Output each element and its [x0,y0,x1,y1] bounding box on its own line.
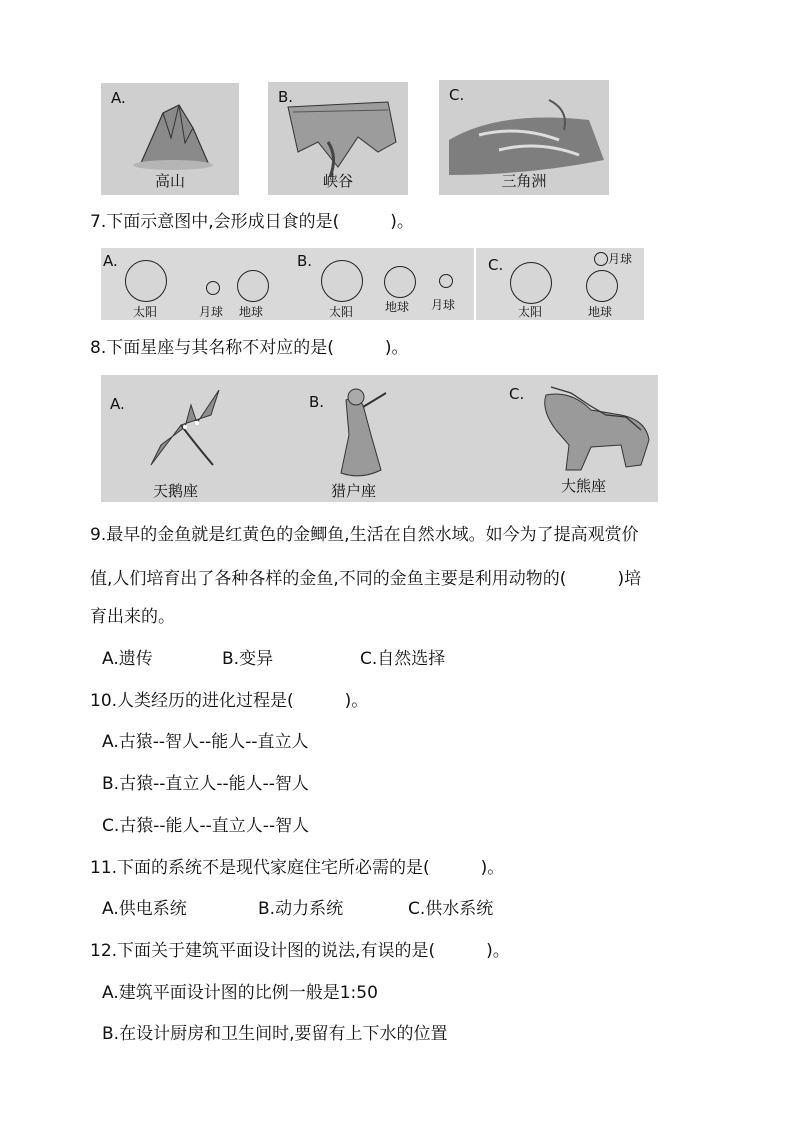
q10-option-b[interactable]: B.古猿--直立人--能人--智人 [102,774,309,794]
image-caption: 峡谷 [322,172,353,190]
q12-option-b[interactable]: B.在设计厨房和卫生间时,要留有上下水的位置 [102,1024,448,1044]
sun-circle [510,262,552,304]
sun-label: 太阳 [329,305,354,319]
moon-circle [594,252,608,266]
sun-label: 太阳 [133,305,158,319]
earth-circle [237,270,269,302]
option-letter: A. [111,89,126,107]
question-8: 8.下面星座与其名称不对应的是( )。 [90,338,409,358]
option-letter: A. [103,252,118,270]
question-9-line-3: 育出来的。 [90,607,175,627]
question-7: 7.下面示意图中,会形成日食的是( )。 [90,212,414,232]
q10-option-c[interactable]: C.古猿--能人--直立人--智人 [102,816,310,836]
option-letter: C. [449,86,465,104]
earth-circle [586,270,618,302]
question-11: 11.下面的系统不是现代家庭住宅所必需的是( )。 [90,858,505,878]
sun-label: 太阳 [518,305,543,319]
question-10: 10.人类经历的进化过程是( )。 [90,691,369,711]
moon-label: 月球 [431,298,456,312]
option-letter: C. [488,256,504,274]
option-letter: B. [297,252,313,270]
sun-circle [125,260,167,302]
eclipse-diagram-c [476,248,644,320]
image-caption: 高山 [154,172,185,190]
landform-image-a [101,83,239,195]
earth-label: 地球 [239,305,264,319]
moon-circle [439,274,453,288]
q9-option-a[interactable]: A.遗传 [102,649,153,669]
constellation-caption: 天鹅座 [153,482,199,500]
q11-option-c[interactable]: C.供水系统 [408,899,494,919]
moon-label: 月球 [199,305,224,319]
sun-circle [321,260,363,302]
earth-label: 地球 [588,305,613,319]
moon-circle [206,281,220,295]
option-letter: B. [278,88,294,106]
q12-option-a[interactable]: A.建筑平面设计图的比例一般是1:50 [102,983,378,1003]
earth-label: 地球 [385,300,410,314]
earth-circle [384,266,416,298]
q11-option-a[interactable]: A.供电系统 [102,899,187,919]
option-letter: A. [110,395,125,413]
option-letter: B. [309,393,325,411]
eclipse-diagram-a-b [101,248,474,320]
landform-image-c [439,80,609,195]
option-letter: C. [509,385,525,403]
constellation-images [101,375,658,502]
question-9-line-2: 值,人们培育出了各种各样的金鱼,不同的金鱼主要是利用动物的( )培 [90,569,642,589]
constellation-caption: 大熊座 [561,477,607,495]
q9-option-b[interactable]: B.变异 [222,649,274,669]
constellation-caption: 猎户座 [331,482,377,500]
question-9-line-1: 9.最早的金鱼就是红黄色的金鲫鱼,生活在自然水域。如今为了提高观赏价 [90,525,639,545]
question-12: 12.下面关于建筑平面设计图的说法,有误的是( )。 [90,941,510,961]
image-caption: 三角洲 [501,172,547,190]
q10-option-a[interactable]: A.古猿--智人--能人--直立人 [102,732,309,752]
landform-image-b [268,82,408,195]
q9-option-c[interactable]: C.自然选择 [360,649,446,669]
q11-option-b[interactable]: B.动力系统 [258,899,344,919]
moon-label: 月球 [608,252,633,266]
